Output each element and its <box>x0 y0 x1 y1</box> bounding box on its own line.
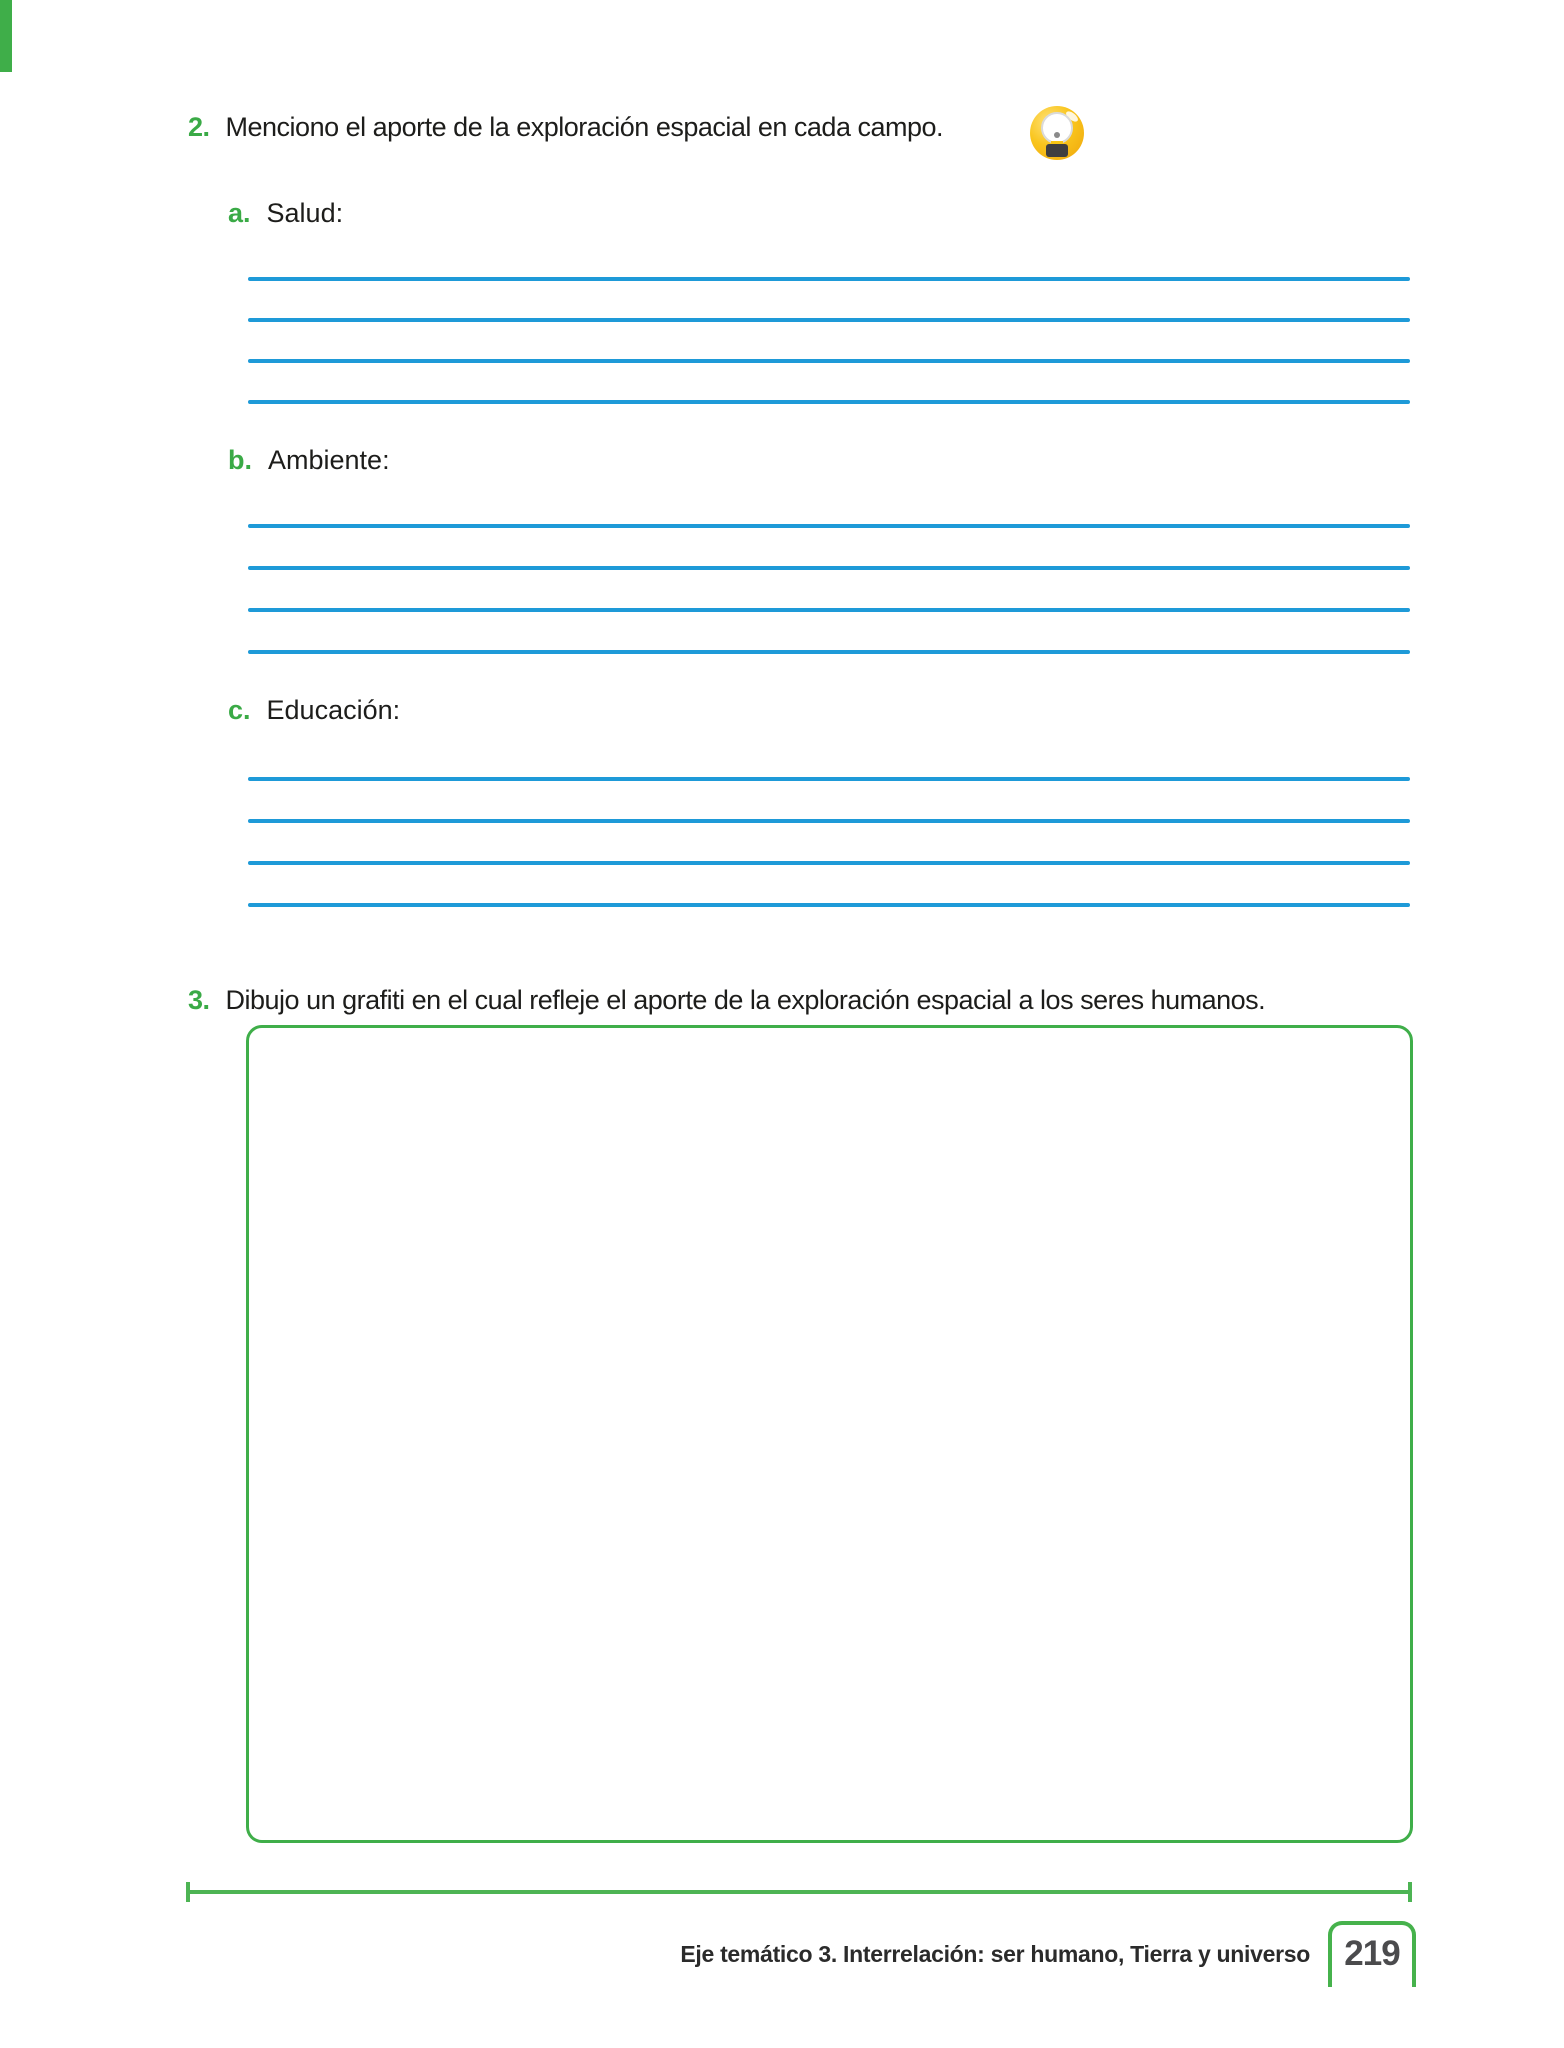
lightbulb-base <box>1046 144 1068 157</box>
answer-line-c2[interactable] <box>248 819 1410 823</box>
item-a-letter: a. <box>228 198 251 228</box>
item-b-letter: b. <box>228 445 252 475</box>
answer-line-b4[interactable] <box>248 650 1410 654</box>
item-a-label: Salud: <box>266 198 344 228</box>
page-edge-tab <box>0 0 12 72</box>
answer-line-b2[interactable] <box>248 566 1410 570</box>
answer-line-a1[interactable] <box>248 277 1410 281</box>
item-c-letter: c. <box>228 695 251 725</box>
item-b-label: Ambiente: <box>268 445 390 475</box>
answer-line-a2[interactable] <box>248 318 1410 322</box>
answer-line-b1[interactable] <box>248 524 1410 528</box>
footer-theme-text: Eje temático 3. Interrelación: ser humano, Tierra y universo <box>680 1941 1310 1967</box>
exercise-2-number: 2. <box>188 112 210 142</box>
answer-line-b3[interactable] <box>248 608 1410 612</box>
footer-rule <box>186 1890 1412 1894</box>
exercise-2-prompt: Menciono el aporte de la exploración espacial en cada campo. <box>225 112 944 142</box>
lightbulb-globe <box>1041 112 1073 144</box>
item-b-row <box>228 445 390 476</box>
exercise-3-prompt: Dibujo un grafiti en el cual refleje el aporte de la exploración espacial a los seres humanos. <box>225 985 1266 1015</box>
graffiti-drawing-box[interactable] <box>246 1025 1413 1843</box>
lightbulb-hint-icon <box>1030 106 1084 160</box>
exercise-3-row <box>188 985 1265 1016</box>
exercise-3-number: 3. <box>188 985 210 1015</box>
page-number-tab <box>1328 1921 1416 1987</box>
answer-line-c3[interactable] <box>248 861 1410 865</box>
item-c-label: Educación: <box>266 695 401 725</box>
item-a-row <box>228 198 343 229</box>
answer-line-a4[interactable] <box>248 400 1410 404</box>
exercise-2-row <box>188 112 943 143</box>
page-number: 219 <box>1344 1934 1400 1973</box>
item-c-row <box>228 695 400 726</box>
answer-line-c1[interactable] <box>248 777 1410 781</box>
answer-line-c4[interactable] <box>248 903 1410 907</box>
answer-line-a3[interactable] <box>248 359 1410 363</box>
